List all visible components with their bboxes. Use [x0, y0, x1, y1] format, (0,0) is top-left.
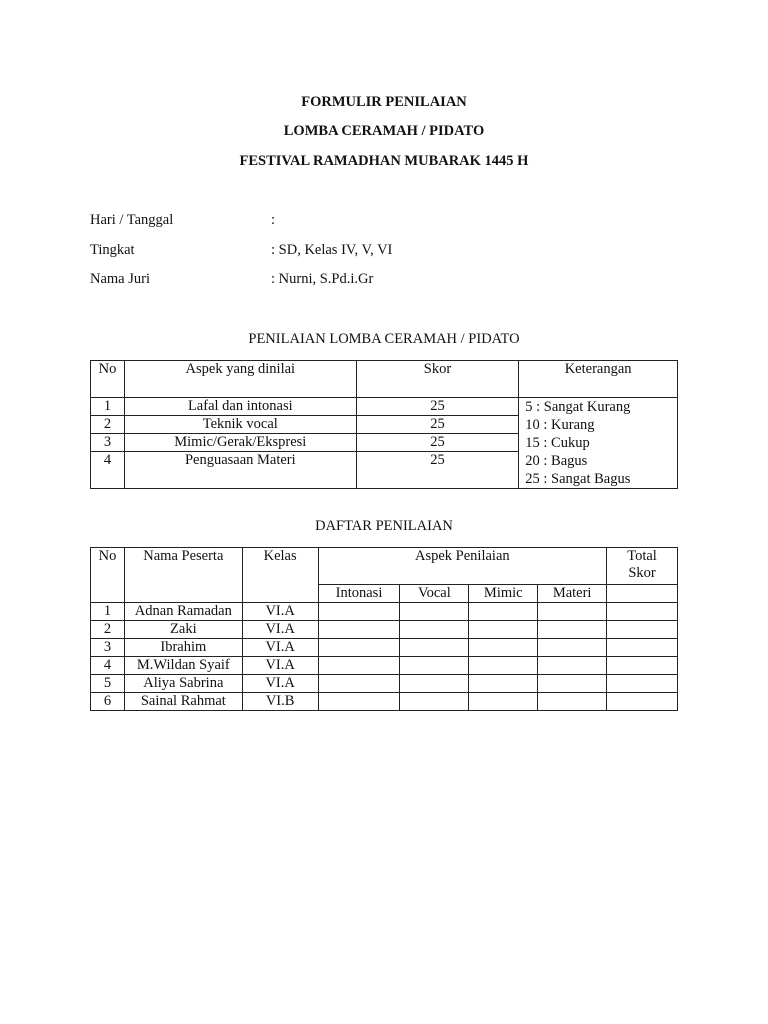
cell-intonasi	[318, 639, 400, 657]
cell-no: 1	[91, 398, 125, 416]
cell-mimic	[469, 675, 538, 693]
cell-kelas: VI.A	[242, 621, 318, 639]
cell-no: 2	[91, 621, 125, 639]
cell-intonasi	[318, 693, 400, 711]
header-kelas: Kelas	[242, 548, 318, 603]
cell-total	[607, 675, 678, 693]
cell-skor: 25	[356, 398, 519, 416]
criteria-row	[91, 398, 678, 416]
competition-title: LOMBA CERAMAH / PIDATO	[283, 123, 485, 139]
cell-aspek: Lafal dan intonasi	[124, 398, 356, 416]
cell-vocal	[400, 603, 469, 621]
participants-table	[90, 547, 678, 711]
cell-kelas: VI.A	[242, 603, 318, 621]
table2-title: DAFTAR PENILAIAN	[315, 518, 453, 534]
header-total-line2: Skor	[628, 565, 656, 581]
cell-kelas: VI.A	[242, 675, 318, 693]
cell-nama: Ibrahim	[124, 639, 242, 657]
cell-no: 4	[91, 657, 125, 675]
criteria-header-row	[91, 361, 678, 398]
info-label: Hari / Tanggal	[90, 212, 174, 228]
info-value: :	[271, 212, 276, 228]
participants-header-row	[91, 548, 678, 585]
header-aspek-penilaian: Aspek Penilaian	[318, 548, 607, 585]
cell-nama: Sainal Rahmat	[124, 693, 242, 711]
cell-no: 5	[91, 675, 125, 693]
cell-aspek: Mimic/Gerak/Ekspresi	[124, 434, 356, 452]
cell-materi	[538, 639, 607, 657]
cell-vocal	[400, 657, 469, 675]
cell-no: 3	[91, 639, 125, 657]
cell-vocal	[400, 621, 469, 639]
cell-vocal	[400, 639, 469, 657]
cell-aspek: Teknik vocal	[124, 416, 356, 434]
cell-no: 3	[91, 434, 125, 452]
cell-total	[607, 693, 678, 711]
participant-row	[91, 603, 678, 621]
cell-total	[607, 639, 678, 657]
header-no: No	[91, 361, 125, 398]
header-total-line1: Total	[627, 548, 657, 564]
participant-row	[91, 639, 678, 657]
cell-skor: 25	[356, 452, 519, 489]
cell-no: 2	[91, 416, 125, 434]
cell-nama: Adnan Ramadan	[124, 603, 242, 621]
participant-row	[91, 621, 678, 639]
cell-total	[607, 603, 678, 621]
cell-aspek: Penguasaan Materi	[124, 452, 356, 489]
keterangan-cell	[519, 398, 678, 489]
scale-item: 15 : Cukup	[525, 435, 590, 451]
cell-materi	[538, 693, 607, 711]
cell-no: 4	[91, 452, 125, 489]
scale-item: 25 : Sangat Bagus	[525, 471, 631, 487]
form-title: FORMULIR PENILAIAN	[301, 94, 467, 110]
header-total	[607, 548, 678, 585]
header-materi: Materi	[538, 585, 607, 603]
cell-vocal	[400, 693, 469, 711]
cell-intonasi	[318, 675, 400, 693]
header-aspek: Aspek yang dinilai	[124, 361, 356, 398]
cell-intonasi	[318, 657, 400, 675]
cell-no: 1	[91, 603, 125, 621]
header-intonasi: Intonasi	[318, 585, 400, 603]
header-total-blank	[607, 585, 678, 603]
participant-row	[91, 693, 678, 711]
cell-intonasi	[318, 621, 400, 639]
criteria-table	[90, 360, 678, 489]
header-mimic: Mimic	[469, 585, 538, 603]
cell-materi	[538, 657, 607, 675]
cell-kelas: VI.B	[242, 693, 318, 711]
scale-item: 5 : Sangat Kurang	[525, 399, 631, 415]
info-value: : Nurni, S.Pd.i.Gr	[271, 271, 374, 287]
cell-vocal	[400, 675, 469, 693]
scale-item: 20 : Bagus	[525, 453, 588, 469]
cell-nama: Zaki	[124, 621, 242, 639]
cell-intonasi	[318, 603, 400, 621]
header-keterangan: Keterangan	[519, 361, 678, 398]
cell-kelas: VI.A	[242, 657, 318, 675]
cell-mimic	[469, 621, 538, 639]
cell-mimic	[469, 693, 538, 711]
scale-item: 10 : Kurang	[525, 417, 595, 433]
cell-nama: M.Wildan Syaif	[124, 657, 242, 675]
info-value: : SD, Kelas IV, V, VI	[271, 242, 393, 258]
participant-row	[91, 657, 678, 675]
cell-nama: Aliya Sabrina	[124, 675, 242, 693]
header-skor: Skor	[356, 361, 519, 398]
cell-no: 6	[91, 693, 125, 711]
cell-kelas: VI.A	[242, 639, 318, 657]
cell-skor: 25	[356, 434, 519, 452]
festival-title: FESTIVAL RAMADHAN MUBARAK 1445 H	[239, 153, 529, 169]
participant-row	[91, 675, 678, 693]
table1-title: PENILAIAN LOMBA CERAMAH / PIDATO	[248, 331, 520, 347]
cell-mimic	[469, 657, 538, 675]
info-label: Nama Juri	[90, 271, 150, 287]
header-nama: Nama Peserta	[124, 548, 242, 603]
cell-materi	[538, 603, 607, 621]
cell-skor: 25	[356, 416, 519, 434]
cell-total	[607, 657, 678, 675]
info-label: Tingkat	[90, 242, 135, 258]
header-vocal: Vocal	[400, 585, 469, 603]
cell-total	[607, 621, 678, 639]
cell-mimic	[469, 639, 538, 657]
header-no: No	[91, 548, 125, 603]
cell-materi	[538, 675, 607, 693]
cell-mimic	[469, 603, 538, 621]
cell-materi	[538, 621, 607, 639]
